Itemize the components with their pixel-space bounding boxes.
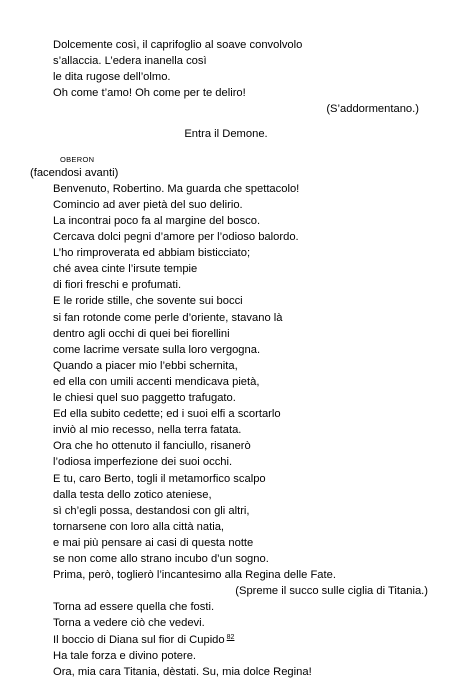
verse-line: se non come allo strano incubo d’un sogno. [53, 553, 269, 565]
verse-line: ed ella con umili accenti mendicava pietà, [53, 375, 260, 388]
verse-line: le dita rugose dell’olmo. [53, 71, 171, 84]
verse-line: Comincio ad aver pietà del suo delirio. [53, 198, 243, 211]
verse-line: Prima, però, toglierò l’incantesimo alla Regina delle Fate. [53, 569, 336, 582]
verse-line: dalla testa dello zotico ateniese, [53, 488, 212, 501]
verse-line: s’allaccia. L’edera inanella così [53, 55, 207, 68]
verse-line: le chiesi quel suo paggetto trafugato. [53, 392, 236, 404]
verse-line: sì ch’egli possa, destandosi con gli altri, [53, 504, 250, 517]
speaker-name: OBERON [60, 154, 95, 164]
speaker-direction: (facendosi avanti) [30, 166, 119, 179]
verse-line: Ora che ho ottenuto il fanciullo, risanerò [53, 440, 251, 453]
verse-line: Ed ella subito cedette; ed i suoi elfi a scortarlo [53, 408, 281, 421]
verse-line: Cercava dolci pegni d’amore per l’odioso balordo. [53, 231, 299, 243]
verse-line: dentro agli occhi di quei bei fiorellini [53, 327, 230, 340]
verse-line: Ora, mia cara Titania, dèstati. Su, mia dolce Regina! [53, 665, 312, 678]
verse-line: Il boccio di Diana sul fior di Cupido $^{82}$ [53, 633, 235, 646]
verse-line: e mai più pensare ai casi di questa notte [53, 536, 254, 549]
verse-line: ché avea cinte l’irsute tempie [53, 263, 198, 276]
verse-line: Quando a piacer mio l’ebbi schernita, [53, 359, 238, 372]
verse-line: L’ho rimproverata ed abbiam bisticciato; [53, 247, 251, 260]
verse-line: Torna ad essere quella che fosti. [53, 601, 215, 614]
verse-line: di fiori freschi e profumati. [53, 279, 182, 292]
verse-line: inviò al mio recesso, nella terra fatata. [53, 424, 242, 437]
verse-line: Dolcemente così, il caprifoglio al soave convolvolo [53, 39, 303, 51]
stage-direction: (Spreme il succo sulle ciglia di Titania.) [235, 585, 428, 598]
verse-line: E le roride stille, che sovente sui bocci [53, 295, 243, 308]
verse-line: La incontrai poco fa al margine del bosco. [53, 214, 261, 227]
verse-line: tornarsene con loro alla città natia, [53, 520, 225, 533]
verse-line: come lacrime versate sulla loro vergogna. [53, 343, 261, 356]
footnote-reference-link[interactable]: 82 [226, 633, 235, 641]
verse-line: E tu, caro Berto, togli il metamorfico scalpo [53, 472, 266, 485]
verse-line: Oh come t’amo! Oh come per te deliro! [53, 87, 246, 100]
verse-line: Torna a vedere ciò che vedevi. [53, 617, 205, 630]
stage-direction-entrance: Entra il Demone. [184, 127, 268, 140]
stage-direction: (S’addormentano.) [326, 103, 419, 116]
verse-line: Ha tale forza e divino potere. [53, 649, 197, 662]
verse-line: Benvenuto, Robertino. Ma guarda che spettacolo! [53, 182, 300, 195]
verse-line: si fan rotonde come perle d’oriente, stavano là [53, 311, 283, 324]
verse-line: l’odiosa imperfezione dei suoi occhi. [53, 456, 233, 469]
